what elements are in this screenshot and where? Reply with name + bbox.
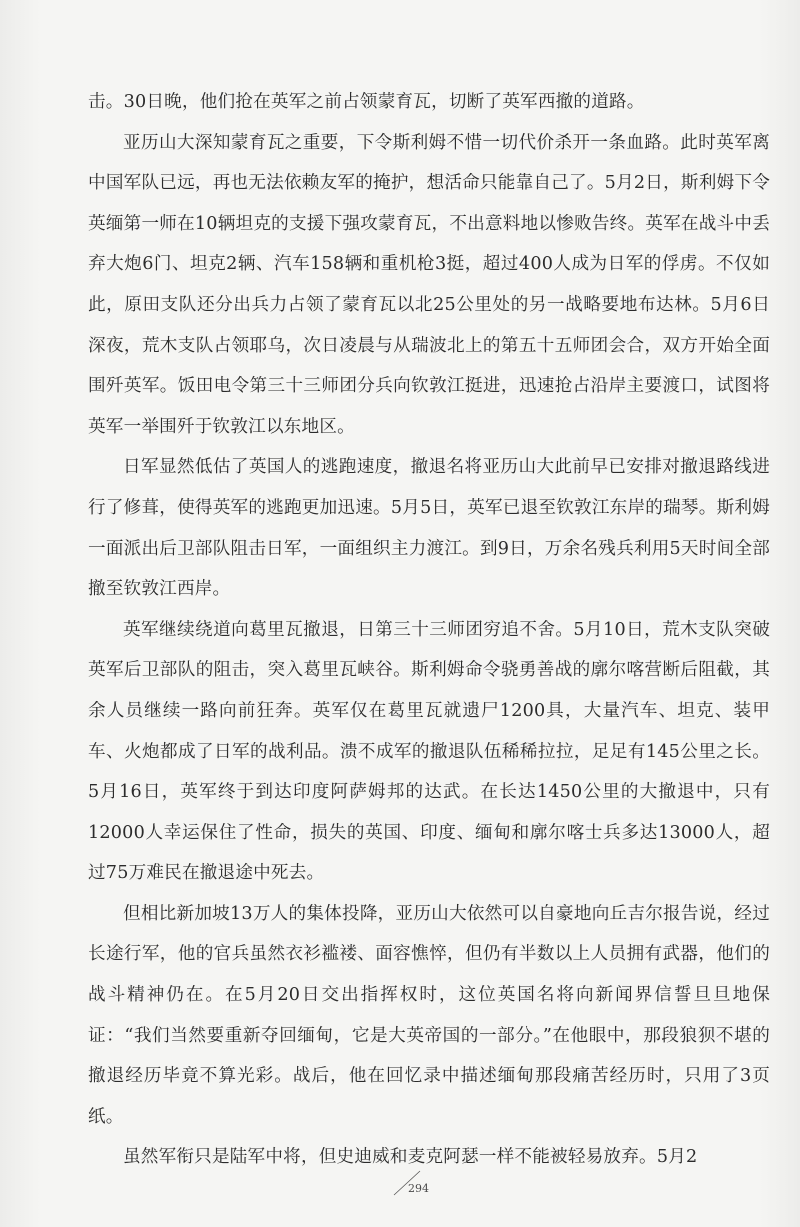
paragraph: 虽然军衔只是陆军中将，但史迪威和麦克阿瑟一样不能被轻易放弃。5月2 — [123, 1147, 698, 1168]
page-footer — [390, 1168, 450, 1198]
paragraph-continuation: 击。30日晚，他们抢在英军之前占领蒙育瓦，切断了英军西撤的道路。 — [88, 92, 645, 112]
body-text — [88, 82, 770, 1178]
page-number: 294 — [408, 1182, 429, 1195]
paragraph: 英军继续绕道向葛里瓦撤退，日第三十三师团穷追不舍。5月10日，荒木支队突破英军后卫部队的阻击，突入葛里瓦峡谷。斯利姆命令骁勇善战的廓尔喀营断后阻截，其余人员继续一路向前狂奔。英军仅在葛里瓦就遗尸1200具，大量汽车、坦克、装甲车、火炮都成了日军的战利品。溃不成军的撤退队伍稀稀拉拉，足足有145公里之长。5月16日，英军终于到达印度阿萨姆邦的达武。在长达1450公里的大撤退中，只有12000人幸运保住了性命，损失的英国、印度、缅甸和廓尔喀士兵多达13000人，超过75万难民在撤退途中死去。 — [88, 619, 770, 884]
paragraph: 日军显然低估了英国人的逃跑速度，撤退名将亚历山大此前早已安排对撤退路线进行了修葺，使得英军的逃跑更加迅速。5月5日，英军已退至钦敦江东岸的瑞琴。斯利姆一面派出后卫部队阻击日军，一面组织主力渡江。到9日，万余名残兵利用5天时间全部撤至钦敦江西岸。 — [88, 457, 770, 600]
paragraph: 亚历山大深知蒙育瓦之重要，下令斯利姆不惜一切代价杀开一条血路。此时英军离中国军队已远，再也无法依赖友军的掩护，想活命只能靠自己了。5月2日，斯利姆下令英缅第一师在10辆坦克的支援下强攻蒙育瓦，不出意料地以惨败告终。英军在战斗中丢弃大炮6门、坦克2辆、汽车158辆和重机枪3挺，超过400人成为日军的俘虏。不仅如此，原田支队还分出兵力占领了蒙育瓦以北25公里处的另一战略要地布达林。5月6日深夜，荒木支队占领耶乌，次日凌晨与从瑞波北上的第五十五师团会合，双方开始全面围歼英军。饭田电令第三十三师团分兵向钦敦江挺进，迅速抢占沿岸主要渡口，试图将英军一举围歼于钦敦江以东地区。 — [88, 132, 770, 437]
paragraph: 但相比新加坡13万人的集体投降，亚历山大依然可以自豪地向丘吉尔报告说，经过长途行军，他的官兵虽然衣衫褴褛、面容憔悴，但仍有半数以上人员拥有武器，他们的战斗精神仍在。在5月20日交出指挥权时，这位英国名将向新闻界信誓旦旦地保证：“我们当然要重新夺回缅甸，它是大英帝国的一部分。”在他眼中，那段狼狈不堪的撤退经历毕竟不算光彩。战后，他在回忆录中描述缅甸那段痛苦经历时，只用了3页纸。 — [88, 903, 770, 1127]
